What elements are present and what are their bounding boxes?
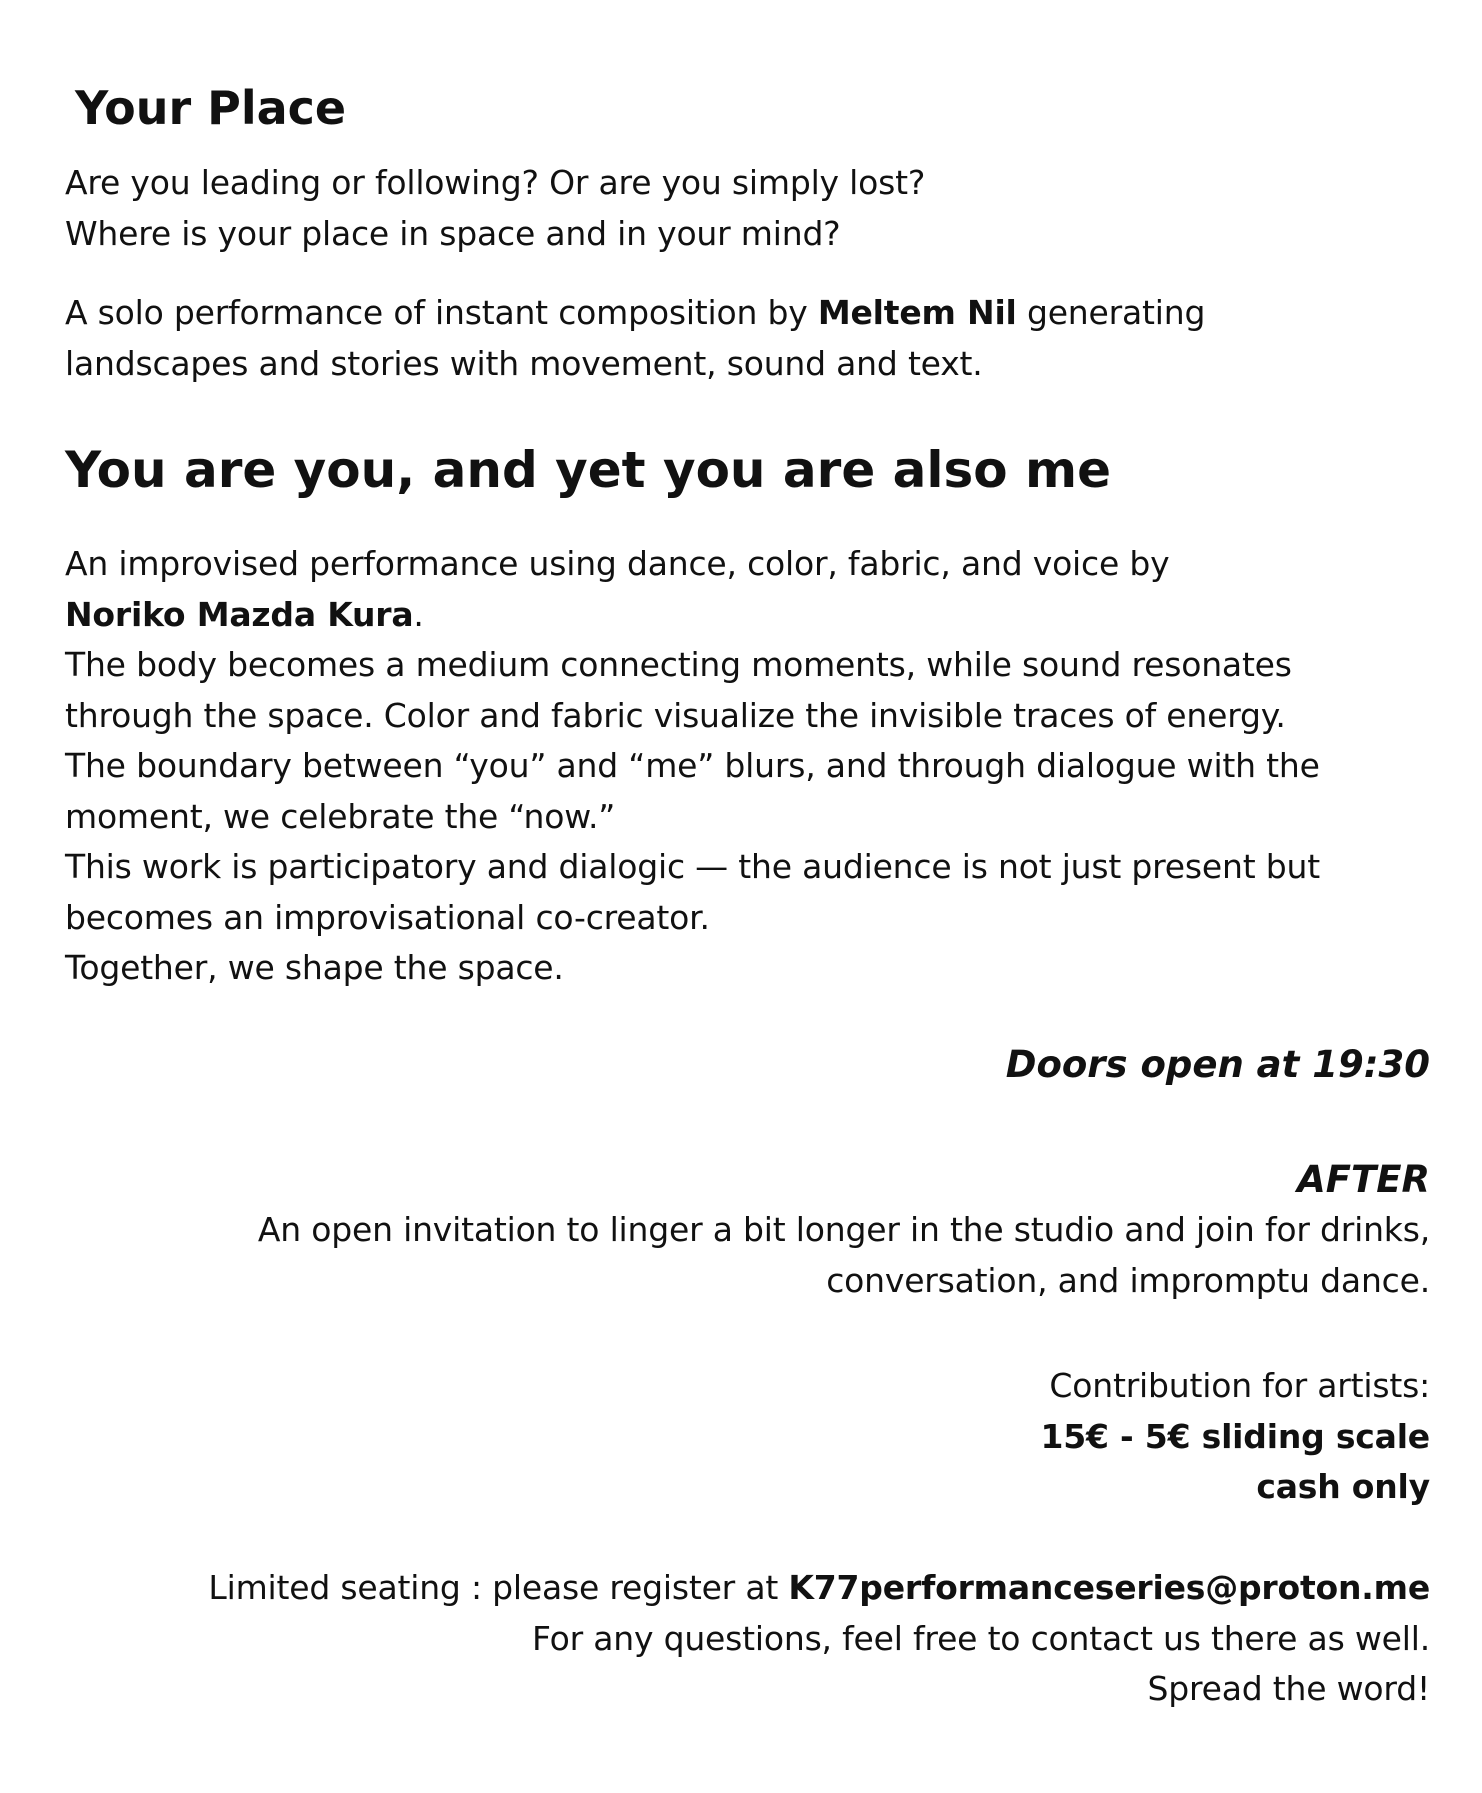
body-line: The boundary between “you” and “me” blurs, and through dialogue with the [65, 746, 1320, 785]
registration-line-2: For any questions, feel free to contact us there as well. [531, 1618, 1430, 1658]
body-line: The body becomes a medium connecting moments, while sound resonates [65, 645, 1292, 684]
after-line-2: conversation, and impromptu dance. [826, 1260, 1430, 1300]
question-line-2: Where is your place in space and in your mind? [65, 213, 841, 253]
doors-block [130, 1040, 1430, 1090]
body-line: This work is participatory and dialogic — the audience is not just present but [65, 847, 1320, 886]
you-are-you-title: You are you, and yet you are also me [65, 441, 1112, 499]
after-block [130, 1155, 1430, 1306]
registration-prefix: Limited seating : please register at [208, 1568, 789, 1607]
intro-line-1: An improvised performance using dance, color, fabric, and voice by [65, 544, 1170, 583]
intro-line-2 [65, 590, 1435, 641]
description-line-2: landscapes and stories with movement, sound and text. [65, 343, 983, 383]
section-your-place-questions [65, 158, 1435, 259]
section-you-are-you-title [65, 440, 1435, 500]
body-line: moment, we celebrate the “now.” [65, 796, 616, 836]
section-your-place-title [75, 80, 1445, 136]
contribution-price: 15€ - 5€ sliding scale [1040, 1416, 1430, 1456]
description-prefix: A solo performance of instant composition by [65, 293, 818, 332]
doors-open-text: Doors open at 19:30 [1005, 1043, 1430, 1086]
body-line: through the space. Color and fabric visualize the invisible traces of energy. [65, 695, 1286, 735]
contribution-payment: cash only [1256, 1467, 1430, 1506]
description-line-1 [65, 288, 1435, 339]
section-you-are-you-body [65, 539, 1435, 994]
contribution-label: Contribution for artists: [1049, 1366, 1430, 1405]
after-line-1: An open invitation to linger a bit longer in the studio and join for drinks, [257, 1210, 1430, 1249]
section-your-place-description [65, 288, 1435, 389]
body-line: becomes an improvisational co-creator. [65, 897, 710, 937]
registration-line-3: Spread the word! [1147, 1669, 1430, 1708]
after-title: AFTER [1297, 1158, 1430, 1201]
registration-line-1 [130, 1563, 1430, 1614]
registration-block [130, 1563, 1430, 1715]
body-line: Together, we shape the space. [65, 948, 564, 987]
description-suffix: generating [1016, 293, 1206, 332]
your-place-title: Your Place [75, 81, 347, 135]
artist-meltem-nil: Meltem Nil [817, 293, 1017, 332]
question-line-1: Are you leading or following? Or are you simply lost? [65, 163, 926, 202]
registration-email-link[interactable]: K77performanceseries@proton.me [788, 1568, 1430, 1607]
contribution-block [130, 1361, 1430, 1513]
artist-noriko-mazda-kura: Noriko Mazda Kura [65, 594, 414, 634]
artist-suffix: . [413, 594, 424, 634]
